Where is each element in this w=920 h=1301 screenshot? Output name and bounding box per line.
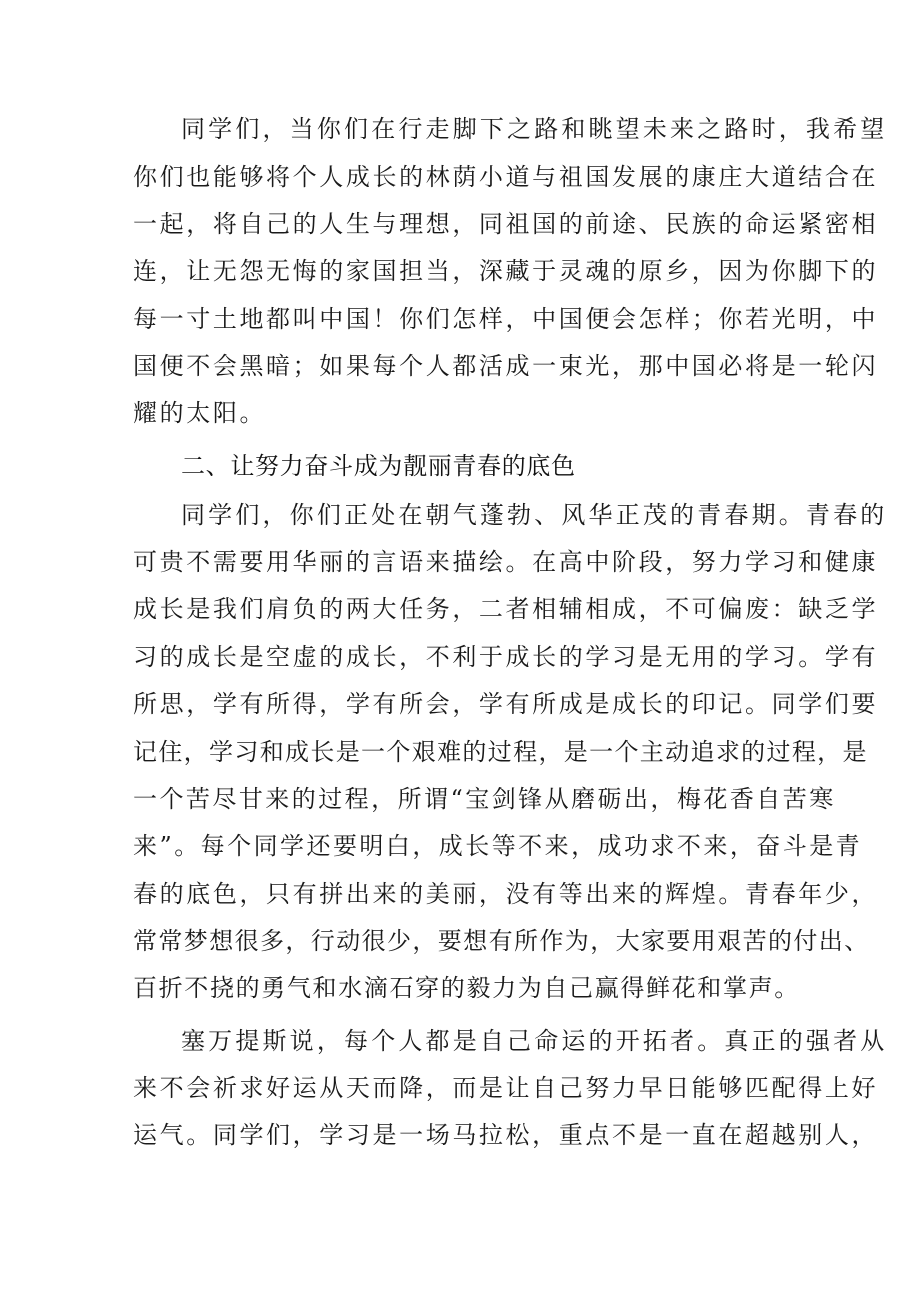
paragraph-2-line-3: 成长是我们肩负的两大任务，二者相辅相成，不可偏废：缺乏学 xyxy=(133,595,879,623)
paragraph-1-line-3: 一起，将自己的人生与理想，同祖国的前途、民族的命运紧密相 xyxy=(133,210,879,238)
paragraph-2-line-10: 常常梦想很多，行动很少，要想有所作为，大家要用艰苦的付出、 xyxy=(133,927,870,955)
paragraph-2-line-9: 春的底色，只有拼出来的美丽，没有等出来的辉煌。青春年少， xyxy=(133,880,879,908)
paragraph-1-line-4: 连，让无怨无悔的家国担当，深藏于灵魂的原乡，因为你脚下的 xyxy=(133,257,879,285)
paragraph-1-line-6: 国便不会黑暗；如果每个人都活成一束光，那中国必将是一轮闪 xyxy=(133,352,879,380)
paragraph-3-line-1: 塞万提斯说，每个人都是自己命运的开拓者。真正的强者从 xyxy=(181,1027,888,1055)
paragraph-2-line-6: 记住，学习和成长是一个艰难的过程，是一个主动追求的过程，是 xyxy=(133,738,868,766)
paragraph-2-line-8: 来”。每个同学还要明白，成长等不来，成功求不来，奋斗是青 xyxy=(133,832,863,860)
paragraph-2-line-7: 一个苦尽甘来的过程，所谓“宝剑锋从磨砺出，梅花香自苦寒 xyxy=(133,785,836,813)
paragraph-2-line-11: 百折不挠的勇气和水滴石穿的毅力为自己赢得鲜花和掌声。 xyxy=(133,974,800,1002)
paragraph-2-line-4: 习的成长是空虚的成长，不利于成长的学习是无用的学习。学有 xyxy=(133,643,879,671)
paragraph-2-line-5: 所思，学有所得，学有所会，学有所成是成长的印记。同学们要 xyxy=(133,690,879,718)
paragraph-1-line-7: 耀的太阳。 xyxy=(133,399,267,427)
paragraph-1-line-2: 你们也能够将个人成长的林荫小道与祖国发展的康庄大道结合在 xyxy=(133,163,879,191)
paragraph-3-line-2: 来不会祈求好运从天而降，而是让自己努力早日能够匹配得上好 xyxy=(133,1074,879,1102)
paragraph-2-line-2: 可贵不需要用华丽的言语来描绘。在高中阶段，努力学习和健康 xyxy=(133,548,879,576)
paragraph-2-line-1: 同学们，你们正处在朝气蓬勃、风华正茂的青春期。青春的 xyxy=(181,501,888,529)
section-heading: 二、让努力奋斗成为靓丽青春的底色 xyxy=(181,452,576,480)
paragraph-3-line-3: 运气。同学们，学习是一场马拉松，重点不是一直在超越别人， xyxy=(133,1121,879,1149)
paragraph-1-line-5: 每一寸土地都叫中国！你们怎样，中国便会怎样；你若光明，中 xyxy=(133,305,879,333)
paragraph-1-line-1: 同学们，当你们在行走脚下之路和眺望未来之路时，我希望 xyxy=(181,115,888,143)
